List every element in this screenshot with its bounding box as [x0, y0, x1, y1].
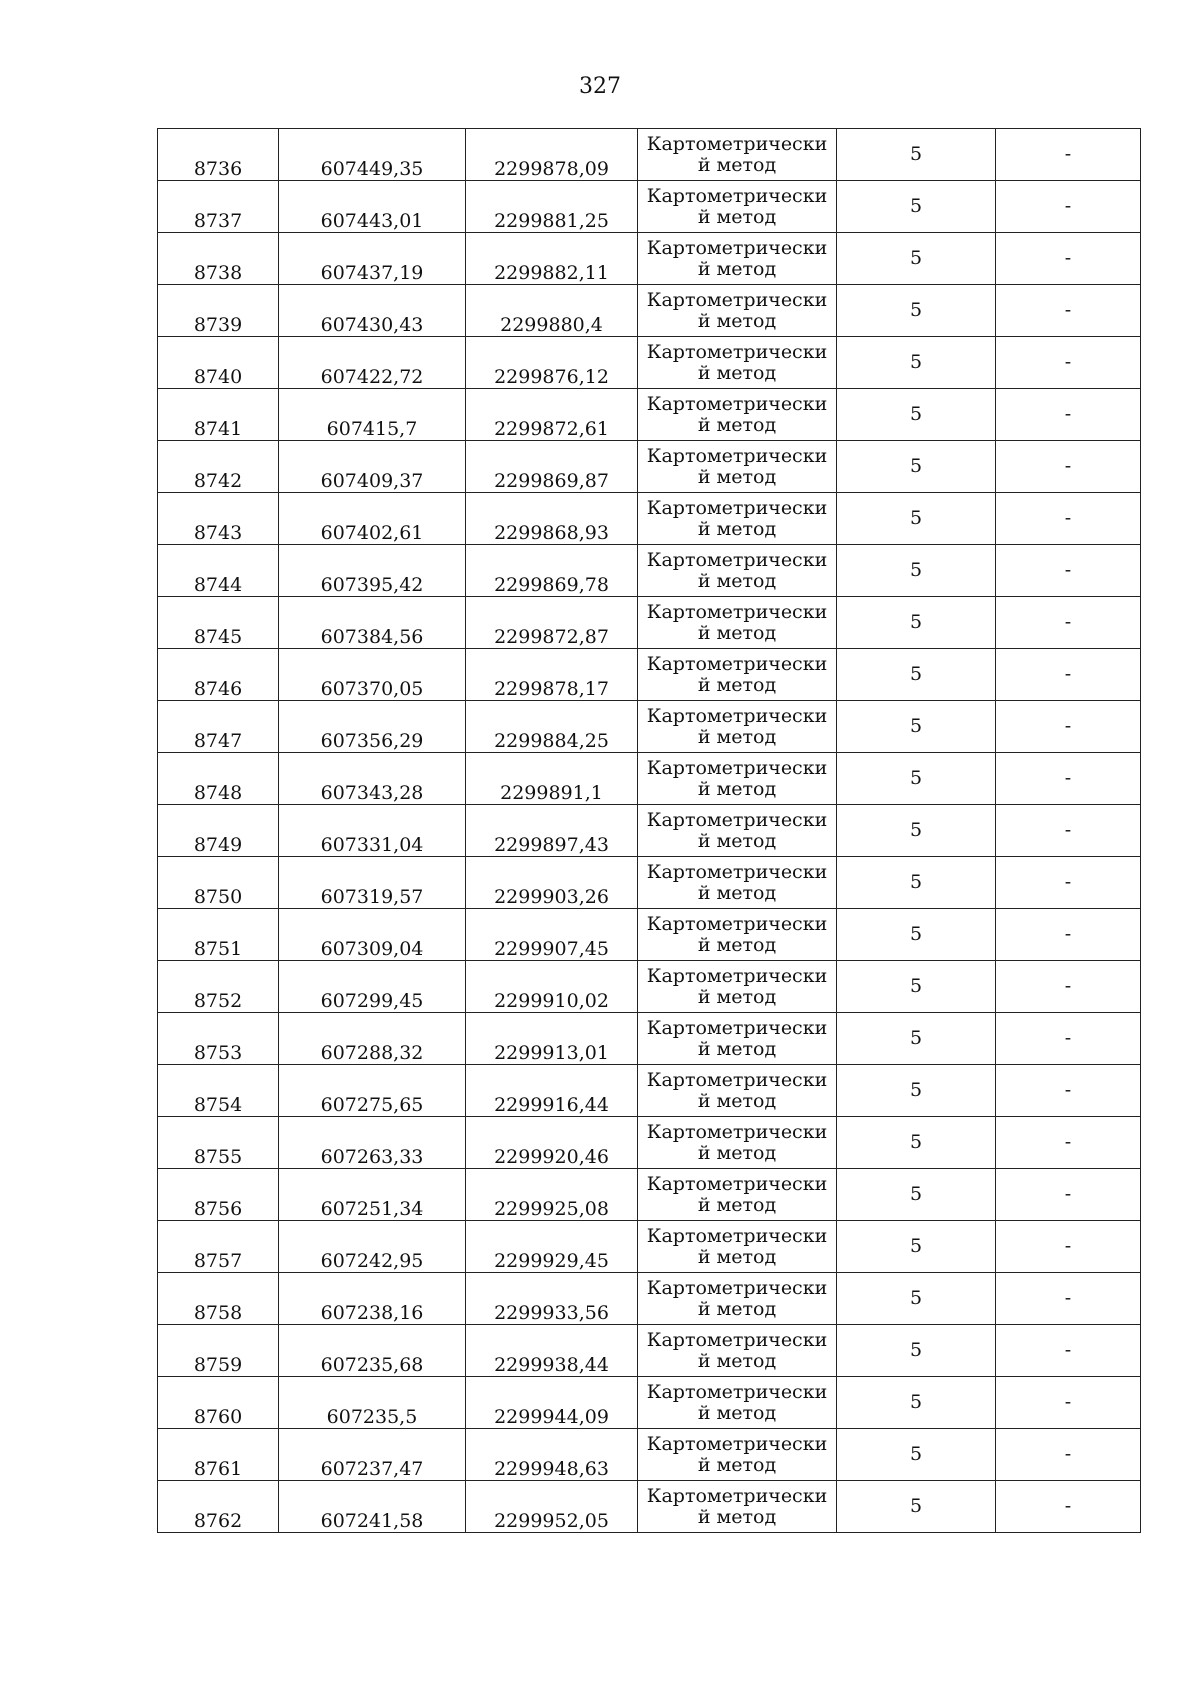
accuracy-cell: 5 [837, 753, 996, 805]
point-number-cell: 8762 [158, 1481, 279, 1533]
x-coordinate-cell: 607402,61 [279, 493, 466, 545]
y-coordinate-cell: 2299884,25 [466, 701, 638, 753]
note-cell: - [996, 389, 1141, 441]
table-row [158, 857, 1141, 909]
method-cell: Картометрически й метод [638, 1325, 837, 1377]
accuracy-cell: 5 [837, 1169, 996, 1221]
table-row [158, 649, 1141, 701]
point-number-cell: 8737 [158, 181, 279, 233]
note-cell: - [996, 1065, 1141, 1117]
page-number: 327 [579, 74, 621, 99]
y-coordinate-cell: 2299903,26 [466, 857, 638, 909]
x-coordinate-cell: 607430,43 [279, 285, 466, 337]
accuracy-cell: 5 [837, 805, 996, 857]
point-number-cell: 8736 [158, 129, 279, 181]
method-cell: Картометрически й метод [638, 1481, 837, 1533]
table-row [158, 285, 1141, 337]
note-cell: - [996, 1169, 1141, 1221]
method-cell: Картометрически й метод [638, 1013, 837, 1065]
x-coordinate-cell: 607237,47 [279, 1429, 466, 1481]
y-coordinate-cell: 2299897,43 [466, 805, 638, 857]
point-number-cell: 8757 [158, 1221, 279, 1273]
accuracy-cell: 5 [837, 1221, 996, 1273]
note-cell: - [996, 545, 1141, 597]
accuracy-cell: 5 [837, 389, 996, 441]
method-cell: Картометрически й метод [638, 337, 837, 389]
table-row [158, 805, 1141, 857]
x-coordinate-cell: 607238,16 [279, 1273, 466, 1325]
x-coordinate-cell: 607395,42 [279, 545, 466, 597]
note-cell: - [996, 1013, 1141, 1065]
point-number-cell: 8743 [158, 493, 279, 545]
note-cell: - [996, 701, 1141, 753]
accuracy-cell: 5 [837, 129, 996, 181]
table-row [158, 441, 1141, 493]
table-row [158, 961, 1141, 1013]
note-cell: - [996, 857, 1141, 909]
x-coordinate-cell: 607241,58 [279, 1481, 466, 1533]
accuracy-cell: 5 [837, 1013, 996, 1065]
note-cell: - [996, 441, 1141, 493]
method-cell: Картометрически й метод [638, 1429, 837, 1481]
y-coordinate-cell: 2299925,08 [466, 1169, 638, 1221]
accuracy-cell: 5 [837, 1325, 996, 1377]
y-coordinate-cell: 2299881,25 [466, 181, 638, 233]
table-row [158, 129, 1141, 181]
method-cell: Картометрически й метод [638, 909, 837, 961]
accuracy-cell: 5 [837, 233, 996, 285]
point-number-cell: 8747 [158, 701, 279, 753]
y-coordinate-cell: 2299876,12 [466, 337, 638, 389]
point-number-cell: 8756 [158, 1169, 279, 1221]
y-coordinate-cell: 2299872,87 [466, 597, 638, 649]
accuracy-cell: 5 [837, 909, 996, 961]
table-row [158, 701, 1141, 753]
accuracy-cell: 5 [837, 493, 996, 545]
point-number-cell: 8738 [158, 233, 279, 285]
x-coordinate-cell: 607409,37 [279, 441, 466, 493]
point-number-cell: 8758 [158, 1273, 279, 1325]
method-cell: Картометрически й метод [638, 1221, 837, 1273]
point-number-cell: 8754 [158, 1065, 279, 1117]
note-cell: - [996, 805, 1141, 857]
accuracy-cell: 5 [837, 337, 996, 389]
x-coordinate-cell: 607235,68 [279, 1325, 466, 1377]
accuracy-cell: 5 [837, 285, 996, 337]
y-coordinate-cell: 2299882,11 [466, 233, 638, 285]
table-row [158, 1481, 1141, 1533]
note-cell: - [996, 909, 1141, 961]
method-cell: Картометрически й метод [638, 805, 837, 857]
accuracy-cell: 5 [837, 1377, 996, 1429]
y-coordinate-cell: 2299952,05 [466, 1481, 638, 1533]
note-cell: - [996, 285, 1141, 337]
point-number-cell: 8744 [158, 545, 279, 597]
table-row [158, 1065, 1141, 1117]
table-row [158, 1221, 1141, 1273]
y-coordinate-cell: 2299938,44 [466, 1325, 638, 1377]
note-cell: - [996, 1429, 1141, 1481]
method-cell: Картометрически й метод [638, 493, 837, 545]
table-row [158, 545, 1141, 597]
method-cell: Картометрически й метод [638, 753, 837, 805]
method-cell: Картометрически й метод [638, 1117, 837, 1169]
note-cell: - [996, 649, 1141, 701]
point-number-cell: 8750 [158, 857, 279, 909]
table-row [158, 1325, 1141, 1377]
table-row [158, 1429, 1141, 1481]
accuracy-cell: 5 [837, 597, 996, 649]
accuracy-cell: 5 [837, 1429, 996, 1481]
method-cell: Картометрически й метод [638, 701, 837, 753]
point-number-cell: 8741 [158, 389, 279, 441]
accuracy-cell: 5 [837, 1273, 996, 1325]
note-cell: - [996, 753, 1141, 805]
table-row [158, 597, 1141, 649]
x-coordinate-cell: 607343,28 [279, 753, 466, 805]
table-row [158, 181, 1141, 233]
x-coordinate-cell: 607251,34 [279, 1169, 466, 1221]
point-number-cell: 8751 [158, 909, 279, 961]
note-cell: - [996, 1377, 1141, 1429]
point-number-cell: 8749 [158, 805, 279, 857]
x-coordinate-cell: 607235,5 [279, 1377, 466, 1429]
y-coordinate-cell: 2299878,09 [466, 129, 638, 181]
note-cell: - [996, 181, 1141, 233]
coordinates-table [157, 128, 1141, 1533]
point-number-cell: 8742 [158, 441, 279, 493]
x-coordinate-cell: 607437,19 [279, 233, 466, 285]
x-coordinate-cell: 607415,7 [279, 389, 466, 441]
x-coordinate-cell: 607275,65 [279, 1065, 466, 1117]
method-cell: Картометрически й метод [638, 1065, 837, 1117]
x-coordinate-cell: 607309,04 [279, 909, 466, 961]
accuracy-cell: 5 [837, 1481, 996, 1533]
table-row [158, 909, 1141, 961]
x-coordinate-cell: 607331,04 [279, 805, 466, 857]
x-coordinate-cell: 607422,72 [279, 337, 466, 389]
accuracy-cell: 5 [837, 701, 996, 753]
method-cell: Картометрически й метод [638, 129, 837, 181]
accuracy-cell: 5 [837, 441, 996, 493]
x-coordinate-cell: 607370,05 [279, 649, 466, 701]
accuracy-cell: 5 [837, 181, 996, 233]
accuracy-cell: 5 [837, 1117, 996, 1169]
point-number-cell: 8753 [158, 1013, 279, 1065]
table-row [158, 1013, 1141, 1065]
y-coordinate-cell: 2299929,45 [466, 1221, 638, 1273]
y-coordinate-cell: 2299948,63 [466, 1429, 638, 1481]
note-cell: - [996, 961, 1141, 1013]
note-cell: - [996, 1117, 1141, 1169]
table-row [158, 389, 1141, 441]
point-number-cell: 8746 [158, 649, 279, 701]
y-coordinate-cell: 2299868,93 [466, 493, 638, 545]
method-cell: Картометрически й метод [638, 857, 837, 909]
method-cell: Картометрически й метод [638, 597, 837, 649]
method-cell: Картометрически й метод [638, 441, 837, 493]
x-coordinate-cell: 607384,56 [279, 597, 466, 649]
point-number-cell: 8739 [158, 285, 279, 337]
note-cell: - [996, 1481, 1141, 1533]
method-cell: Картометрически й метод [638, 545, 837, 597]
point-number-cell: 8752 [158, 961, 279, 1013]
table-row [158, 753, 1141, 805]
point-number-cell: 8748 [158, 753, 279, 805]
y-coordinate-cell: 2299907,45 [466, 909, 638, 961]
y-coordinate-cell: 2299869,78 [466, 545, 638, 597]
x-coordinate-cell: 607356,29 [279, 701, 466, 753]
method-cell: Картометрически й метод [638, 389, 837, 441]
y-coordinate-cell: 2299869,87 [466, 441, 638, 493]
method-cell: Картометрически й метод [638, 961, 837, 1013]
table-row [158, 233, 1141, 285]
x-coordinate-cell: 607288,32 [279, 1013, 466, 1065]
x-coordinate-cell: 607299,45 [279, 961, 466, 1013]
accuracy-cell: 5 [837, 1065, 996, 1117]
table-row [158, 1377, 1141, 1429]
point-number-cell: 8740 [158, 337, 279, 389]
y-coordinate-cell: 2299878,17 [466, 649, 638, 701]
method-cell: Картометрически й метод [638, 285, 837, 337]
y-coordinate-cell: 2299891,1 [466, 753, 638, 805]
table-row [158, 1273, 1141, 1325]
point-number-cell: 8755 [158, 1117, 279, 1169]
x-coordinate-cell: 607319,57 [279, 857, 466, 909]
note-cell: - [996, 493, 1141, 545]
table-row [158, 493, 1141, 545]
x-coordinate-cell: 607263,33 [279, 1117, 466, 1169]
coordinates-table-body [158, 129, 1141, 1533]
method-cell: Картометрически й метод [638, 181, 837, 233]
table-row [158, 337, 1141, 389]
method-cell: Картометрически й метод [638, 1169, 837, 1221]
note-cell: - [996, 597, 1141, 649]
method-cell: Картометрически й метод [638, 1377, 837, 1429]
y-coordinate-cell: 2299933,56 [466, 1273, 638, 1325]
note-cell: - [996, 233, 1141, 285]
table-row [158, 1117, 1141, 1169]
x-coordinate-cell: 607443,01 [279, 181, 466, 233]
y-coordinate-cell: 2299872,61 [466, 389, 638, 441]
accuracy-cell: 5 [837, 961, 996, 1013]
y-coordinate-cell: 2299944,09 [466, 1377, 638, 1429]
accuracy-cell: 5 [837, 857, 996, 909]
note-cell: - [996, 129, 1141, 181]
note-cell: - [996, 337, 1141, 389]
y-coordinate-cell: 2299910,02 [466, 961, 638, 1013]
x-coordinate-cell: 607242,95 [279, 1221, 466, 1273]
accuracy-cell: 5 [837, 545, 996, 597]
y-coordinate-cell: 2299880,4 [466, 285, 638, 337]
point-number-cell: 8759 [158, 1325, 279, 1377]
method-cell: Картометрически й метод [638, 649, 837, 701]
y-coordinate-cell: 2299920,46 [466, 1117, 638, 1169]
table-row [158, 1169, 1141, 1221]
point-number-cell: 8745 [158, 597, 279, 649]
note-cell: - [996, 1273, 1141, 1325]
x-coordinate-cell: 607449,35 [279, 129, 466, 181]
point-number-cell: 8760 [158, 1377, 279, 1429]
note-cell: - [996, 1221, 1141, 1273]
method-cell: Картометрически й метод [638, 1273, 837, 1325]
accuracy-cell: 5 [837, 649, 996, 701]
note-cell: - [996, 1325, 1141, 1377]
y-coordinate-cell: 2299913,01 [466, 1013, 638, 1065]
point-number-cell: 8761 [158, 1429, 279, 1481]
y-coordinate-cell: 2299916,44 [466, 1065, 638, 1117]
method-cell: Картометрически й метод [638, 233, 837, 285]
